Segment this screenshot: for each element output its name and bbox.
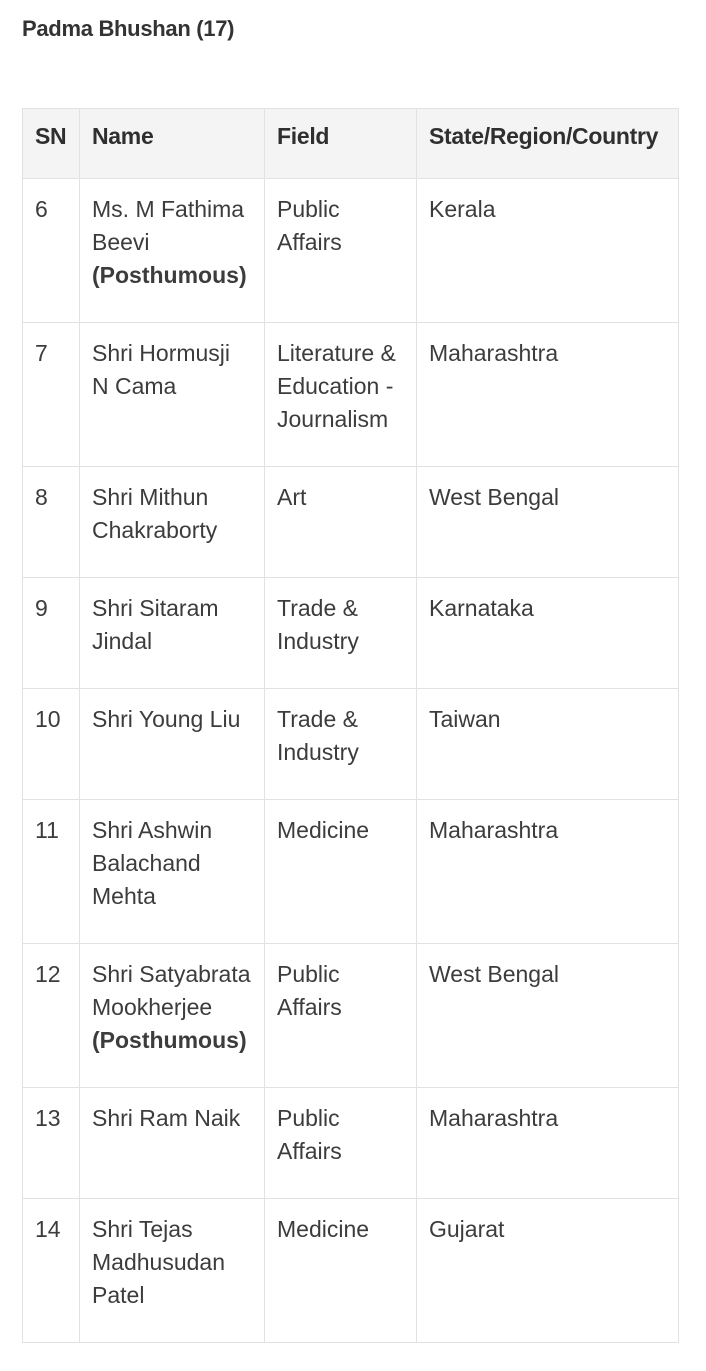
cell-field: Public Affairs xyxy=(265,944,417,1088)
cell-name xyxy=(80,323,265,467)
table-row xyxy=(23,689,679,800)
cell-field: Trade & Industry xyxy=(265,578,417,689)
cell-name xyxy=(80,179,265,323)
cell-sn: 11 xyxy=(23,800,80,944)
cell-state: Taiwan xyxy=(417,689,679,800)
cell-state: Maharashtra xyxy=(417,323,679,467)
cell-sn: 7 xyxy=(23,323,80,467)
cell-field: Public Affairs xyxy=(265,1088,417,1199)
table-row xyxy=(23,800,679,944)
table-row xyxy=(23,323,679,467)
section-heading: Padma Bhushan (17) xyxy=(22,16,235,41)
cell-name xyxy=(80,689,265,800)
cell-sn: 13 xyxy=(23,1088,80,1199)
cell-sn: 14 xyxy=(23,1199,80,1343)
cell-name xyxy=(80,578,265,689)
table-header-row xyxy=(23,109,679,179)
awardees-table xyxy=(22,108,679,1343)
cell-sn: 10 xyxy=(23,689,80,800)
cell-name xyxy=(80,944,265,1088)
cell-sn: 9 xyxy=(23,578,80,689)
table-row xyxy=(23,944,679,1088)
header-sn: SN xyxy=(23,109,80,179)
cell-field: Art xyxy=(265,467,417,578)
awardee-name: Shri Sitaram Jindal xyxy=(92,595,219,654)
cell-sn: 8 xyxy=(23,467,80,578)
posthumous-note: (Posthumous) xyxy=(92,1027,247,1053)
table-row xyxy=(23,179,679,323)
awardee-name: Shri Ashwin Balachand Mehta xyxy=(92,817,213,909)
cell-name xyxy=(80,1088,265,1199)
posthumous-note: (Posthumous) xyxy=(92,262,247,288)
cell-state: West Bengal xyxy=(417,944,679,1088)
awardee-name: Ms. M Fathima Beevi xyxy=(92,196,245,255)
header-field: Field xyxy=(265,109,417,179)
cell-field: Medicine xyxy=(265,1199,417,1343)
cell-field: Medicine xyxy=(265,800,417,944)
cell-state: Kerala xyxy=(417,179,679,323)
cell-state: West Bengal xyxy=(417,467,679,578)
header-name: Name xyxy=(80,109,265,179)
cell-name xyxy=(80,800,265,944)
awardee-name: Shri Tejas Madhusudan Patel xyxy=(92,1216,225,1308)
table-row xyxy=(23,1199,679,1343)
header-state: State/Region/Country xyxy=(417,109,679,179)
awardee-name: Shri Ram Naik xyxy=(92,1105,241,1131)
cell-sn: 6 xyxy=(23,179,80,323)
cell-sn: 12 xyxy=(23,944,80,1088)
awardee-name: Shri Young Liu xyxy=(92,706,241,732)
cell-state: Maharashtra xyxy=(417,1088,679,1199)
cell-name xyxy=(80,467,265,578)
cell-state: Gujarat xyxy=(417,1199,679,1343)
table-row xyxy=(23,467,679,578)
cell-state: Maharashtra xyxy=(417,800,679,944)
cell-field: Trade & Industry xyxy=(265,689,417,800)
table-row xyxy=(23,1088,679,1199)
cell-name xyxy=(80,1199,265,1343)
awardee-name: Shri Hormusji N Cama xyxy=(92,340,231,399)
cell-field: Literature & Education - Journalism xyxy=(265,323,417,467)
awardee-name: Shri Satyabrata Mookherjee xyxy=(92,961,251,1020)
table-row xyxy=(23,578,679,689)
cell-state: Karnataka xyxy=(417,578,679,689)
awardee-name: Shri Mithun Chakraborty xyxy=(92,484,218,543)
cell-field: Public Affairs xyxy=(265,179,417,323)
